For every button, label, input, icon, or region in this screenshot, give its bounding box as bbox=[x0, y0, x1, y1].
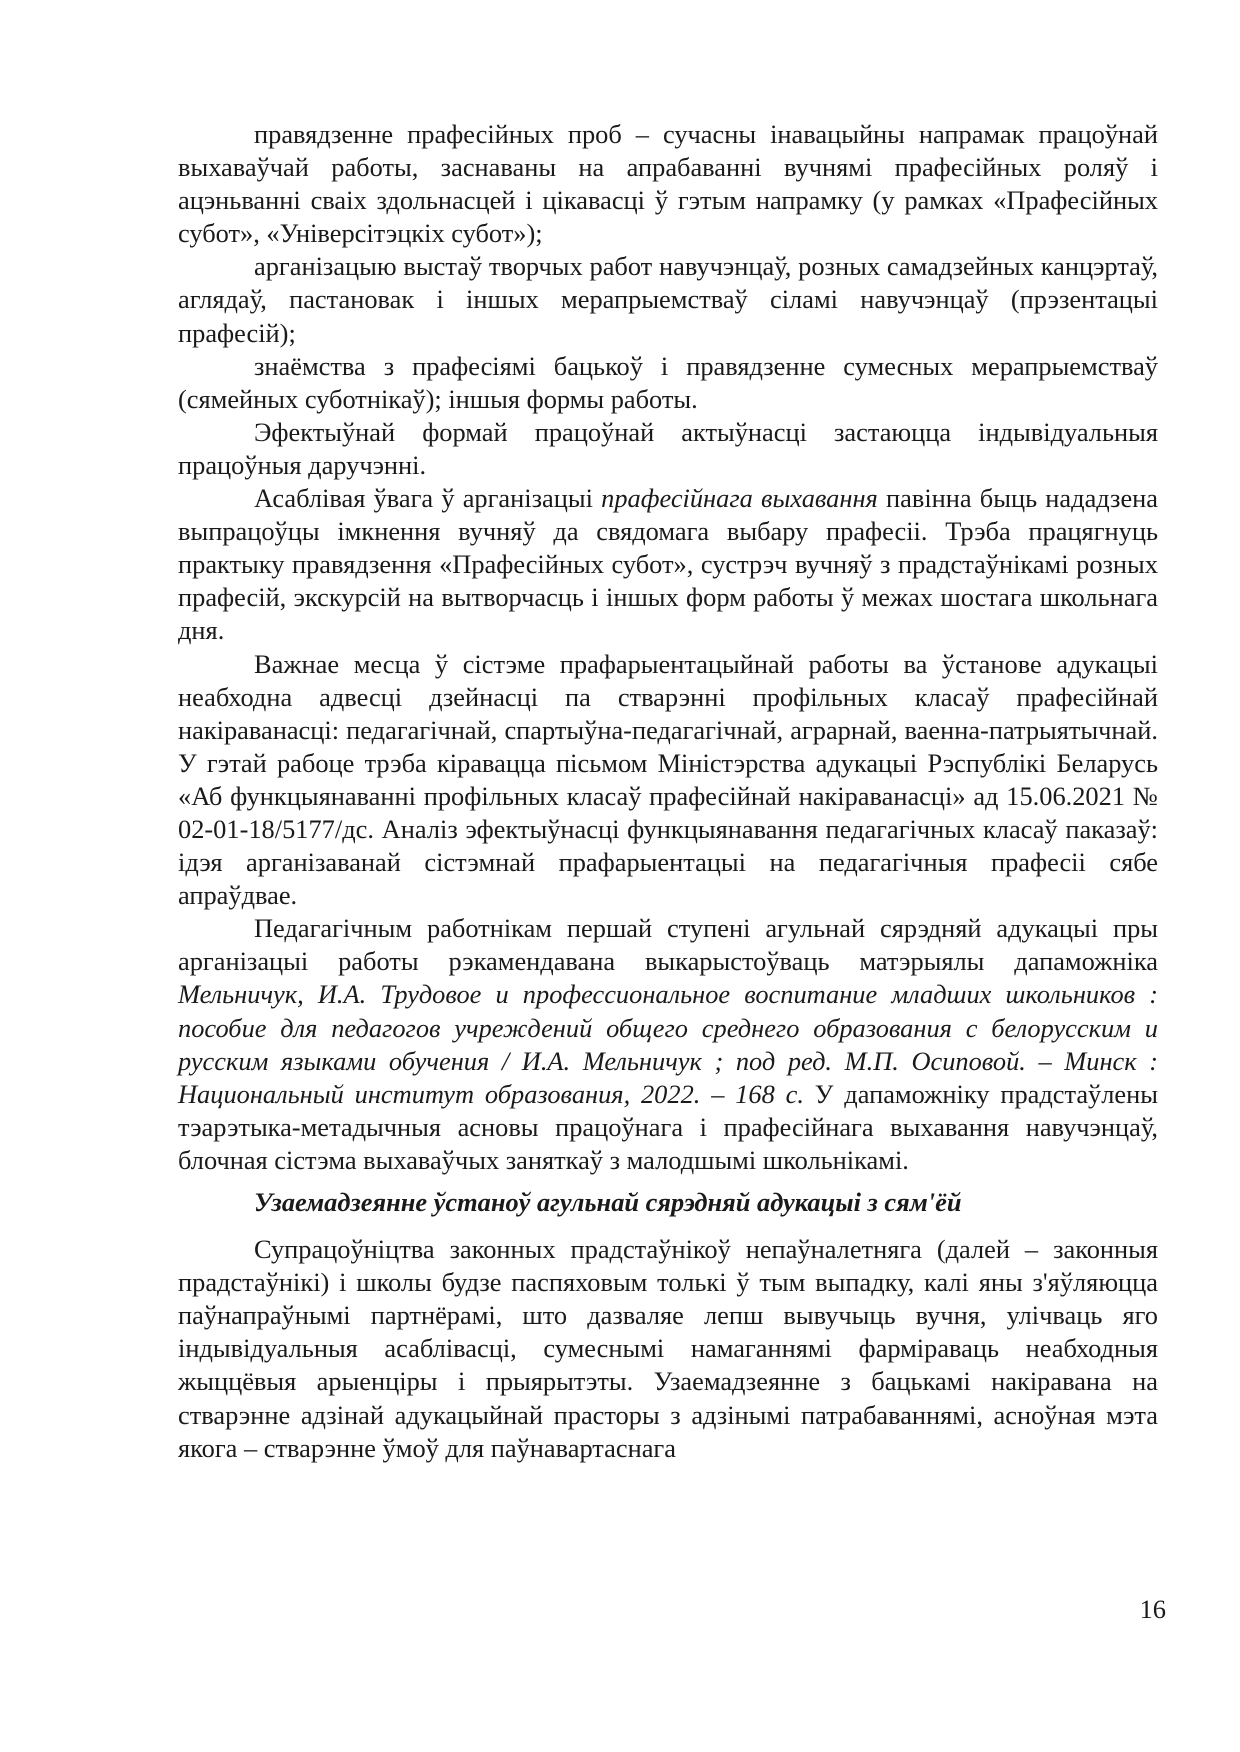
page-number: 16 bbox=[1139, 1594, 1166, 1624]
paragraph-text-start: Педагагічным работнікам першай ступені агульнай сярэдняй адукацыі пры арганізацыі работы рэкамендавана выкарыстоўваць матэрыялы дапаможніка bbox=[178, 913, 1158, 977]
document-body bbox=[178, 118, 1158, 1465]
paragraph-parents-professions: знаёмства з прафесіямі бацькоў і правядзенне сумесных мерапрыемстваў (сямейных суботнікаў); іншыя формы работы. bbox=[178, 350, 1158, 414]
paragraph-family-cooperation: Супрацоўніцтва законных прадстаўнікоў непаўналетняга (далей – законныя прадстаўнікі) і школы будзе паспяховым толькі ў тым выпадку, калі яны з'яўляюцца паўнапраўнымі партнёрамі, што дазваляе лепш вывучыць вучня, улічваць яго індывідуальныя асаблівасці, сумеснымі намаганнямі фарміраваць неабходныя жыццёвыя арыенціры і прыярытэты. Узаемадзеянне з бацькамі накіравана на стварэнне адзінай адукацыйнай прасторы з адзінымі патрабаваннямі, асноўная мэта якога – стварэнне ўмоў для паўнавартаснага bbox=[178, 1234, 1158, 1463]
paragraph-text-start: Асаблівая ўвага ў арганізацыі bbox=[254, 483, 602, 514]
paragraph-individual-assignments: Эфектыўнай формай працоўнай актыўнасці застаюцца індывідуальныя працоўныя даручэнні. bbox=[178, 416, 1158, 480]
paragraph-primary-teachers bbox=[178, 912, 1158, 1177]
paragraph-professional-trials: правядзенне прафесійных проб – сучасны інавацыйны напрамак працоўнай выхаваўчай работы, заснаваны на апрабаванні вучнямі прафесійных роляў і ацэньванні сваіх здольнасцей і цікавасці ў гэтым напрамку (у рамках «Прафесійных субот», «Універсітэцкіх субот»); bbox=[178, 119, 1158, 249]
paragraph-text-end: У дапаможніку прадстаўлены тэарэтыка-метадычныя асновы працоўнага і прафесійнага выхавання навучэнцаў, блочная сістэма выхаваўчых заняткаў з малодшымі школьнікамі. bbox=[178, 1078, 1158, 1175]
italic-term: прафесійнага выхавання bbox=[601, 483, 878, 514]
paragraph-professional-education bbox=[178, 482, 1158, 647]
paragraph-text-end: павінна быць нададзена выпрацоўцы імкнення вучняў да свядомага выбару прафесіі. Трэба працягнуць практыку правядзення «Прафесійных субот», сустрэч вучняў з прадстаўнікамі розных прафесій, экскурсій на вытворчасць і іншых форм работы ў межах шостага школьнага дня. bbox=[178, 483, 1159, 646]
section-heading: Узаемадзеянне ўстаноў агульнай сярэдняй адукацыі з сям'ёй bbox=[254, 1187, 962, 1217]
paragraph-profile-classes: Важнае месца ў сістэме прафарыентацыйнай работы ва ўстанове адукацыі неабходна адвесці дзейнасці па стварэнні профільных класаў прафесійнай накіраванасці: педагагічнай, спартыўна-педагагічнай, аграрнай, ваенна-патрыятычнай. У гэтай рабоце трэба кіравацца пісьмом Міністэрства адукацыі Рэспублікі Беларусь «Аб функцыянаванні профільных класаў прафесійнай накіраванасці» ад 15.06.2021 № 02-01-18/5177/дс. Аналіз эфектыўнасці функцыянавання педагагічных класаў паказаў: ідэя арганізаванай сістэмнай прафарыентацыі на педагагічныя прафесіі сябе апраўдвае. bbox=[178, 648, 1158, 911]
book-citation: Мельничук, И.А. Трудовое и профессиональное воспитание младших школьников : пособие для педагогов учреждений общего среднего образования с белорусским и русским языками обучения / И.А. Мельничук ; под ред. М.П. Осиповой. – Минск : Национальный институт образования, 2022. – 168 с. bbox=[178, 979, 1158, 1109]
paragraph-exhibitions: арганізацыю выстаў творчых работ навучэнцаў, розных самадзейных канцэртаў, аглядаў, пастановак і іншых мерапрыемстваў сіламі навучэнцаў (прэзентацыі прафесій); bbox=[178, 251, 1158, 348]
